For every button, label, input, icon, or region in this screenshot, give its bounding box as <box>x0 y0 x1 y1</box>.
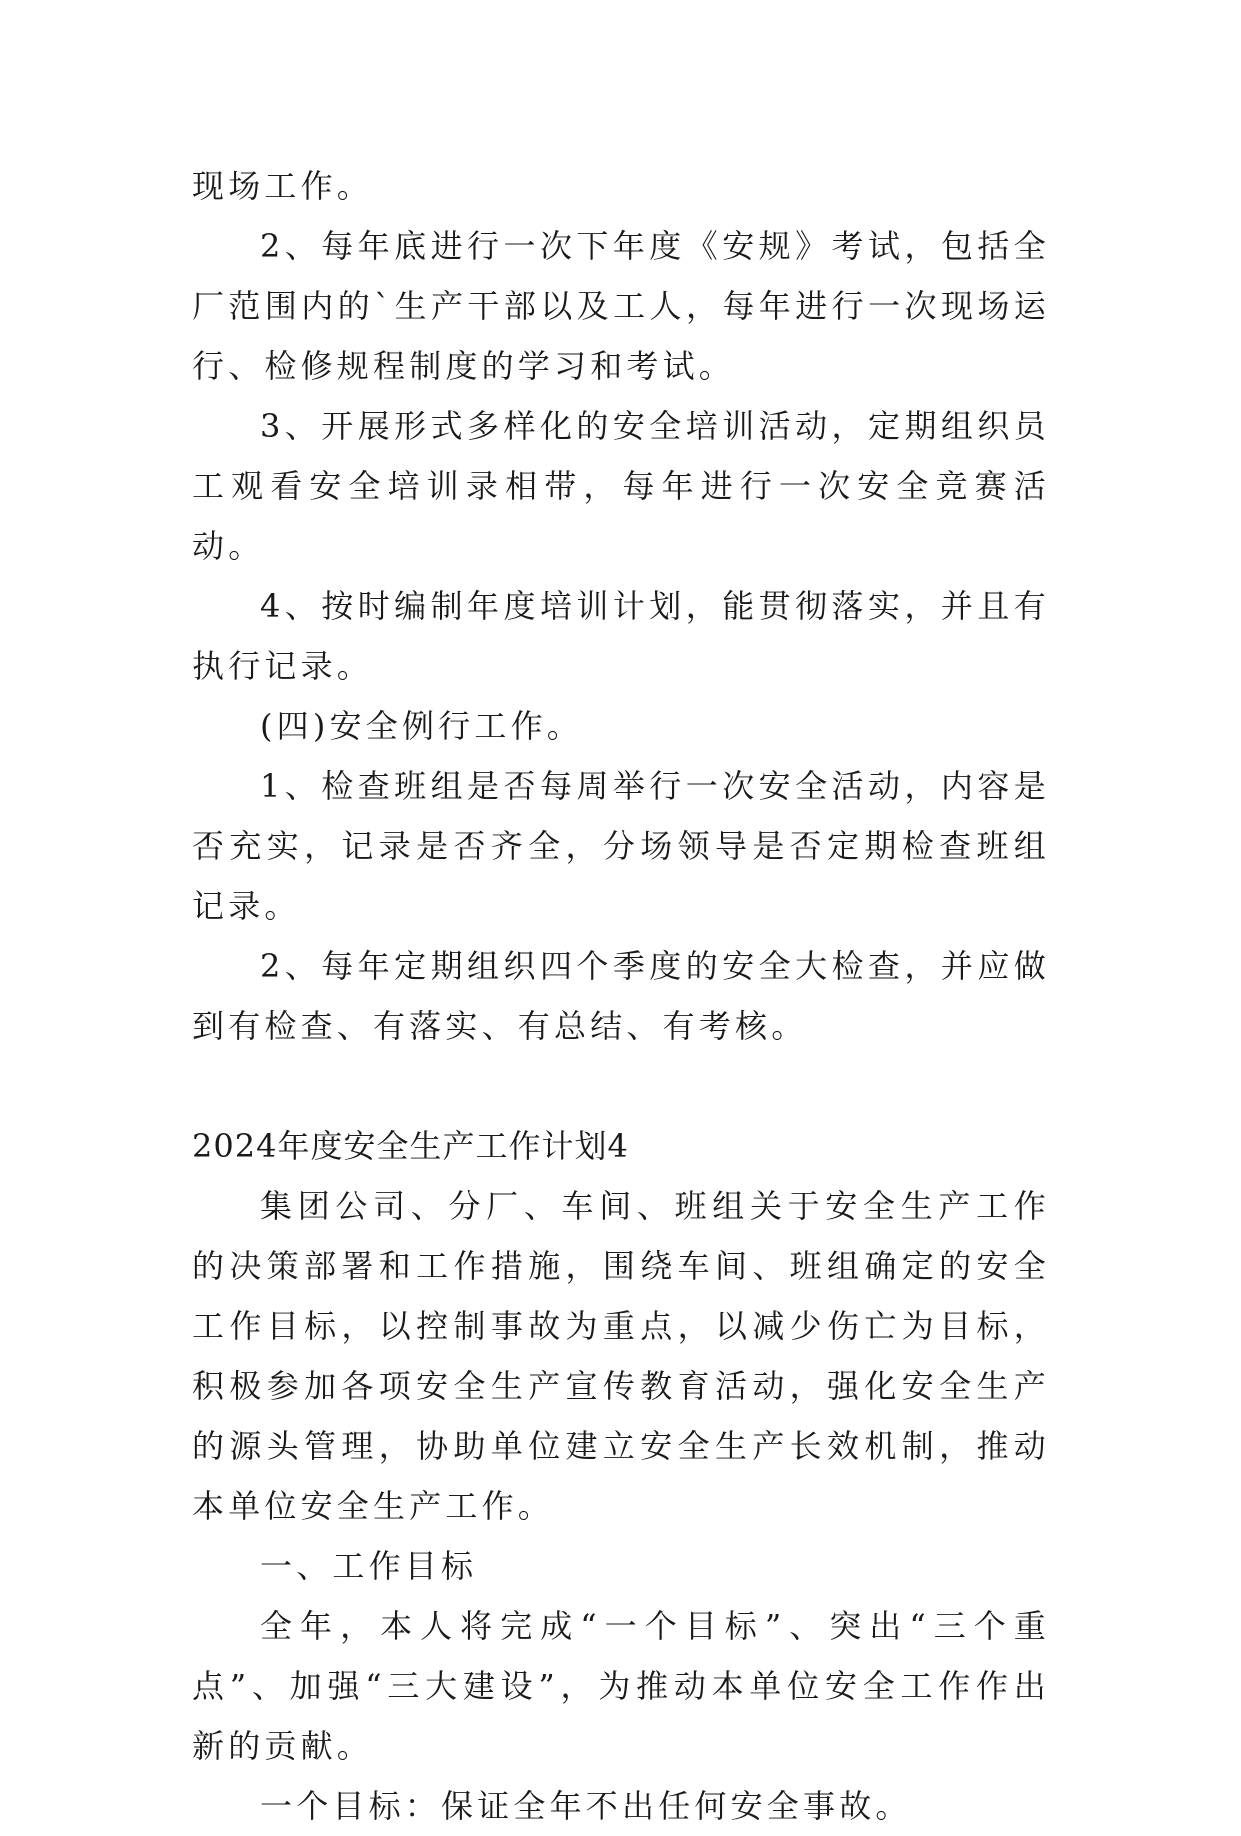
paragraph-b2: 一、工作目标 <box>260 1547 478 1585</box>
paragraph-a6: 1、检查班组是否每周举行一次安全活动，内容是否充实，记录是否齐全，分场领导是否定期检查班组记录。 <box>192 767 1050 925</box>
paragraph-a7: 2、每年定期组织四个季度的安全大检查，并应做到有检查、有落实、有总结、有考核。 <box>192 947 1050 1045</box>
paragraph-a3: 3、开展形式多样化的安全培训活动，定期组织员工观看安全培训录相带，每年进行一次安全竞赛活动。 <box>192 407 1050 565</box>
document-body <box>192 156 1050 1836</box>
paragraph-a1: 现场工作。 <box>192 167 374 205</box>
section-gap <box>192 1056 1050 1116</box>
section-heading: 2024年度安全生产工作计划4 <box>192 1127 629 1165</box>
paragraph-b4: 一个目标：保证全年不出任何安全事故。 <box>260 1787 912 1825</box>
paragraph-a5: (四)安全例行工作。 <box>260 707 583 745</box>
paragraph-a4: 4、按时编制年度培训计划，能贯彻落实，并且有执行记录。 <box>192 587 1050 685</box>
paragraph-b1: 集团公司、分厂、车间、班组关于安全生产工作的决策部署和工作措施，围绕车间、班组确定的安全工作目标，以控制事故为重点，以减少伤亡为目标，积极参加各项安全生产宣传教育活动，强化安全生产的源头管理，协助单位建立安全生产长效机制，推动本单位安全生产工作。 <box>192 1187 1050 1525</box>
paragraph-a2: 2、每年底进行一次下年度《安规》考试，包括全厂范围内的`生产干部以及工人，每年进行一次现场运行、检修规程制度的学习和考试。 <box>192 227 1050 385</box>
paragraph-b3: 全年，本人将完成“一个目标”、突出“三个重点”、加强“三大建设”，为推动本单位安全工作作出新的贡献。 <box>192 1607 1050 1765</box>
